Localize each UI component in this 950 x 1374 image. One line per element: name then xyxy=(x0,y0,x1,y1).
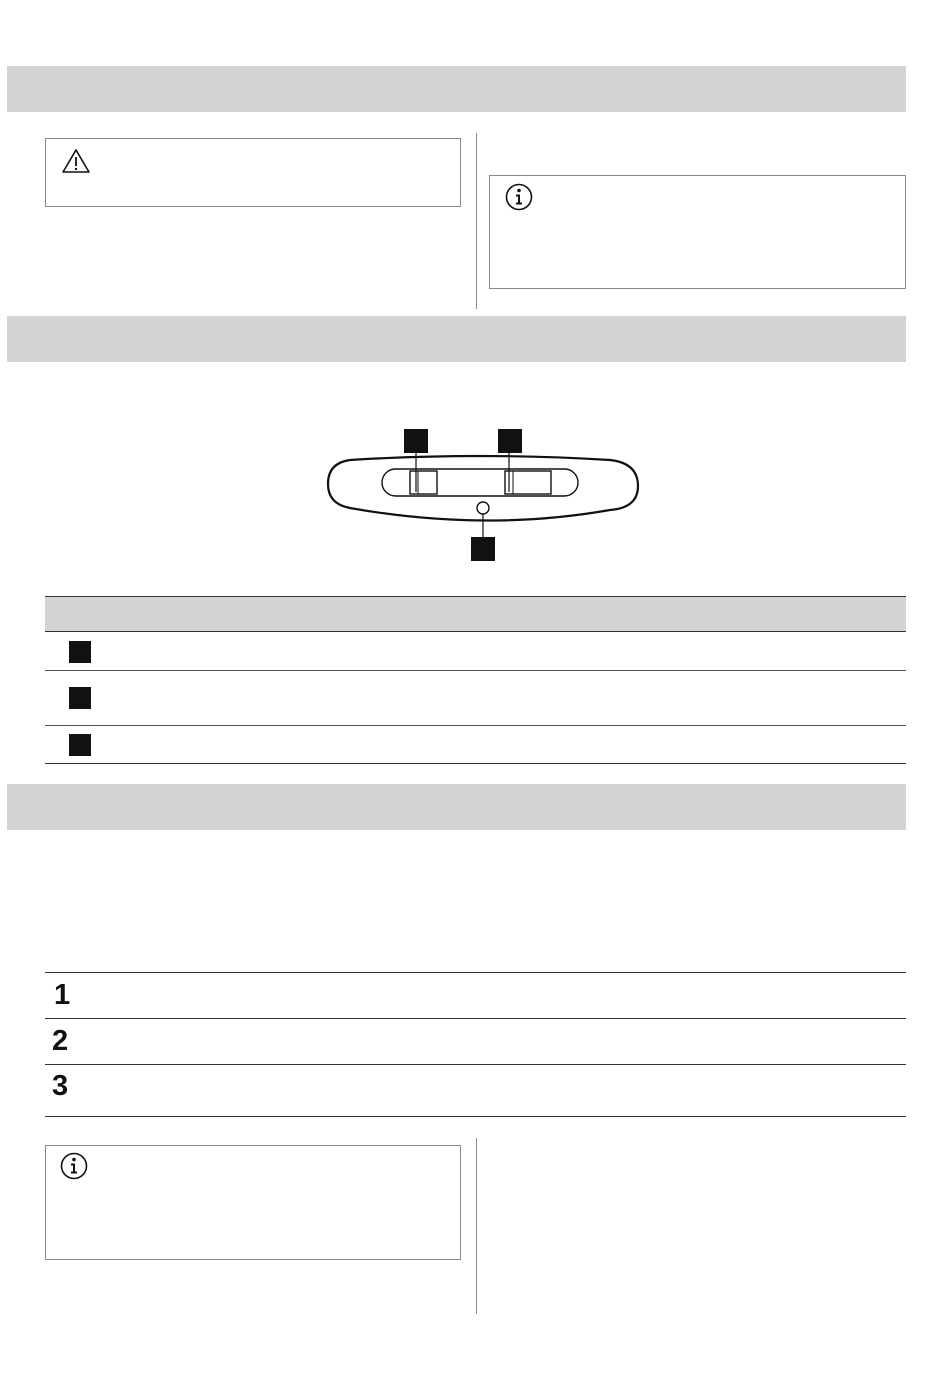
info-circle-icon xyxy=(59,1151,89,1181)
info-box-bottom xyxy=(45,1145,461,1260)
info-circle-icon xyxy=(504,182,534,212)
warning-triangle-icon xyxy=(61,148,91,174)
info-box-right xyxy=(489,175,906,289)
callout-marker-3 xyxy=(471,537,495,561)
section-header-band-1 xyxy=(7,66,906,112)
section-header-band-2 xyxy=(7,316,906,362)
callout-marker-2 xyxy=(498,429,522,453)
warning-box xyxy=(45,138,461,207)
steps-table-top xyxy=(45,972,906,973)
legend-marker-1 xyxy=(69,641,91,663)
column-divider-bottom xyxy=(476,1138,477,1314)
steps-row-divider-2 xyxy=(45,1064,906,1065)
steps-table-bottom xyxy=(45,1116,906,1117)
steps-row-divider-1 xyxy=(45,1018,906,1019)
legend-row-divider-1 xyxy=(45,670,906,671)
column-divider-top xyxy=(476,133,477,309)
control-panel-diagram xyxy=(320,420,650,565)
left-button xyxy=(410,471,437,494)
legend-table-header xyxy=(45,596,906,632)
step-number-1: 1 xyxy=(54,979,71,1011)
legend-row-divider-2 xyxy=(45,725,906,726)
step-number-2: 2 xyxy=(52,1025,69,1057)
callout-marker-1 xyxy=(404,429,428,453)
right-button xyxy=(505,471,551,494)
indicator-lamp xyxy=(477,502,489,514)
step-number-3: 3 xyxy=(52,1070,69,1102)
section-header-band-3 xyxy=(7,784,906,830)
legend-table-bottom xyxy=(45,763,906,764)
legend-marker-2 xyxy=(69,687,91,709)
legend-marker-3 xyxy=(69,734,91,756)
